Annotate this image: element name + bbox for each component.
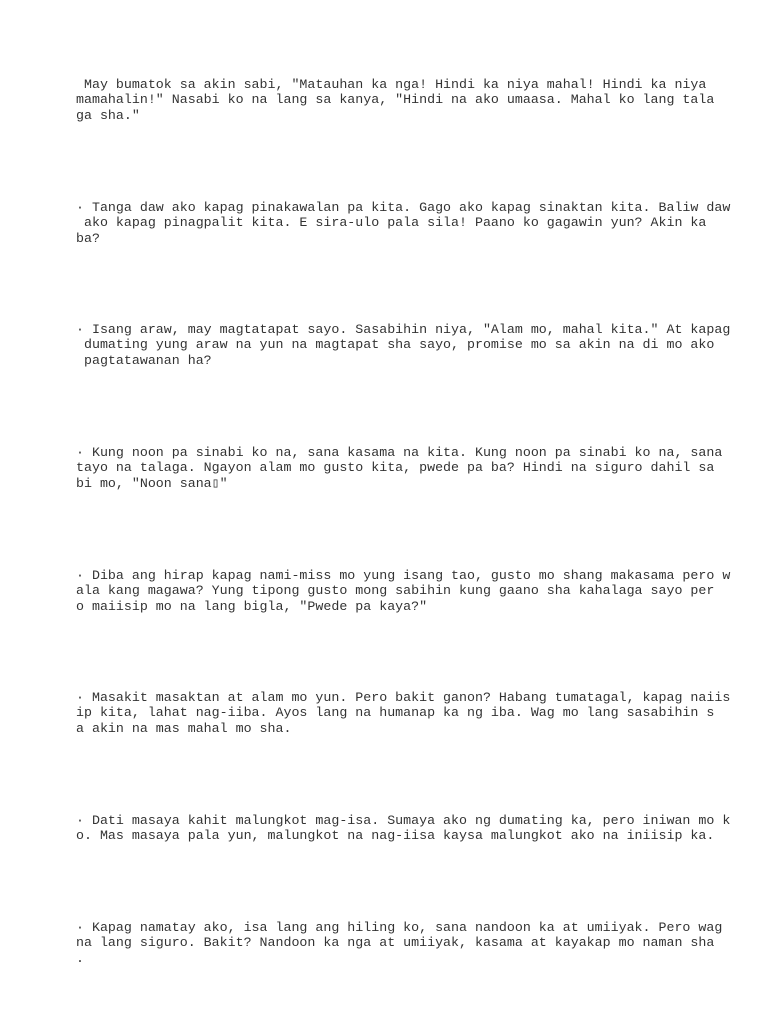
paragraph-line: ako kapag pinagpalit kita. E sira-ulo pala sila! Paano ko gagawin yun? Akin ka <box>76 215 707 231</box>
paragraph-line: ga sha." <box>76 107 140 123</box>
paragraph-line: tayo na talaga. Ngayon alam mo gusto kita, pwede pa ba? Hindi na siguro dahil sa <box>76 460 715 476</box>
paragraph-line: · Isang araw, may magtatapat sayo. Sasabihin niya, "Alam mo, mahal kita." At kapag <box>76 322 731 337</box>
paragraph-line: · Diba ang hirap kapag nami-miss mo yung isang tao, gusto mo shang makasama pero w <box>76 568 731 583</box>
paragraph-line: pagtatawanan ha? <box>76 352 212 368</box>
paragraph-line: na lang siguro. Bakit? Nandoon ka nga at umiiyak, kasama at kayakap mo naman sha <box>76 935 715 951</box>
paragraph-line: ba? <box>76 230 100 246</box>
paragraph-line: · Dati masaya kahit malungkot mag-isa. Sumaya ako ng dumating ka, pero iniwan mo k <box>76 813 731 828</box>
paragraph-line: · Masakit masaktan at alam mo yun. Pero bakit ganon? Habang tumatagal, kapag naiis <box>76 690 731 705</box>
paragraph-line: May bumatok sa akin sabi, "Matauhan ka nga! Hindi ka niya mahal! Hindi ka niya <box>76 77 707 92</box>
paragraph-line: · Kung noon pa sinabi ko na, sana kasama na kita. Kung noon pa sinabi ko na, sana <box>76 445 723 460</box>
paragraph-line: o maiisip mo na lang bigla, "Pwede pa kaya?" <box>76 598 428 614</box>
paragraph-line: . <box>76 950 84 966</box>
paragraph-line: ala kang magawa? Yung tipong gusto mong sabihin kung gaano sha kahalaga sayo per <box>76 583 715 599</box>
paragraph-line: ip kita, lahat nag-iiba. Ayos lang na humanap ka ng iba. Wag mo lang sasabihin s <box>76 705 715 721</box>
paragraph-line: mamahalin!" Nasabi ko na lang sa kanya, "Hindi na ako umaasa. Mahal ko lang tala <box>76 92 715 108</box>
paragraph-line: dumating yung araw na yun na magtapat sha sayo, promise mo sa akin na di mo ako <box>76 337 715 353</box>
paragraph-line: · Tanga daw ako kapag pinakawalan pa kita. Gago ako kapag sinaktan kita. Baliw daw <box>76 200 731 215</box>
paragraph-line: o. Mas masaya pala yun, malungkot na nag-iisa kaysa malungkot ako na iniisip ka. <box>76 828 715 844</box>
paragraph-line: a akin na mas mahal mo sha. <box>76 720 292 736</box>
paragraph-line: bi mo, "Noon sana▯" <box>76 475 228 491</box>
paragraph-line: · Kapag namatay ako, isa lang ang hiling ko, sana nandoon ka at umiiyak. Pero wag <box>76 920 723 935</box>
